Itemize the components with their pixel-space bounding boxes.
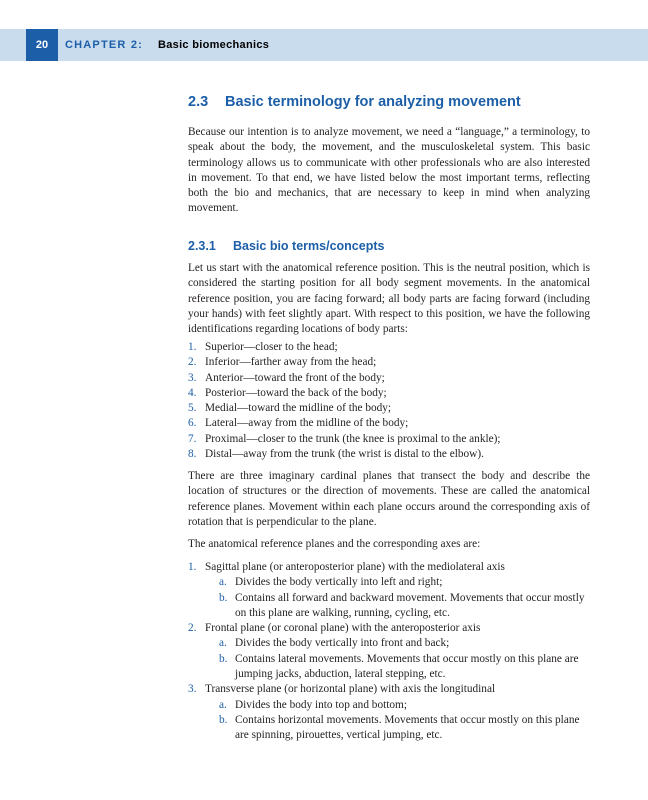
page-number: 20 [26, 29, 58, 61]
list-marker: 3. [188, 371, 197, 384]
sub-list-marker: a. [219, 698, 227, 711]
plane-item-text: Transverse plane (or horizontal plane) with axis the longitudinal [205, 683, 496, 696]
plane-subitems [205, 636, 590, 682]
sub-list-item-text: Divides the body vertically into left and right; [235, 576, 443, 589]
list-item [188, 355, 590, 370]
list-item [188, 447, 590, 462]
sub-list-item [205, 636, 590, 651]
reference-planes-list [188, 560, 590, 744]
sub-list-item [205, 652, 590, 683]
plane-item-text: Frontal plane (or coronal plane) with the anteroposterior axis [205, 622, 481, 635]
list-marker: 1. [188, 341, 197, 353]
list-item-text: Posterior—toward the back of the body; [205, 386, 387, 399]
sub-list-item [205, 575, 590, 590]
plane-item [188, 682, 590, 743]
section-number: 2.3 [188, 94, 209, 110]
planes-intro: The anatomical reference planes and the corresponding axes are: [188, 538, 481, 550]
sub-list-item [205, 591, 590, 622]
sub-list-marker: a. [219, 576, 227, 589]
list-item-text: Inferior—farther away from the head; [205, 356, 377, 369]
subsection-intro-paragraph: Let us start with the anatomical reference position. This is the neutral position, which is considered the starting position for all body segment movements. In the anatomical reference position, you are facing forward; all body parts are facing forward (including your hands) with feet slightly apart. With respect to this position, we have the following identifications regarding locations of body parts: [188, 262, 590, 336]
list-item-text: Anterior—toward the front of the body; [205, 371, 385, 384]
sub-list-item-text: Divides the body vertically into front and back; [235, 637, 450, 650]
sub-list-item-text: Contains horizontal movements. Movements that occur mostly on this plane are spinning, pirouettes, vertical jumping, etc. [235, 713, 580, 742]
section-heading [188, 94, 598, 110]
plane-subitems [205, 698, 590, 744]
sub-list-marker: b. [219, 713, 228, 726]
chapter-label: CHAPTER 2: [65, 39, 144, 51]
sub-list-item [205, 713, 590, 744]
list-marker: 6. [188, 417, 197, 430]
list-item-text: Distal—away from the trunk (the wrist is distal to the elbow). [205, 448, 484, 461]
subsection-heading [188, 239, 598, 253]
planes-paragraph: There are three imaginary cardinal planes that transect the body and describe the location of structures or the direction of movements. These are called the anatomical reference planes. Movement within each plane occurs around the corresponding axis of rotation that is perpendicular to the plane. [188, 470, 590, 528]
plane-item [188, 560, 590, 621]
section-intro-paragraph: Because our intention is to analyze movement, we need a “language,” a terminology, to speak about the body, the movement, and the musculoskeletal system. This basic terminology allows us to communicate with other professionals who are also interested in movement. To that end, we have listed below the most important terms, reflecting both the bio and mechanics, that are necessary to keep in mind when analyzing movement. [188, 126, 590, 215]
sub-list-item [205, 698, 590, 713]
sub-list-item-text: Contains lateral movements. Movements that occur mostly on this plane are jumping jacks, abduction, lateral stepping, etc. [235, 652, 579, 681]
subsection-title: Basic bio terms/concepts [233, 239, 385, 253]
list-marker: 1. [188, 561, 197, 573]
sub-list-item-text: Divides the body into top and bottom; [235, 698, 407, 711]
list-item [188, 432, 590, 447]
list-marker: 4. [188, 386, 197, 399]
chapter-title: Basic biomechanics [158, 39, 270, 51]
plane-item [188, 621, 590, 682]
list-item-text: Proximal—closer to the trunk (the knee is proximal to the ankle); [205, 432, 501, 445]
list-marker: 8. [188, 448, 197, 461]
list-item [188, 371, 590, 386]
subsection-number: 2.3.1 [188, 239, 216, 253]
list-marker: 2. [188, 356, 197, 369]
list-item [188, 416, 590, 431]
sub-list-item-text: Contains all forward and backward movement. Movements that occur mostly on this plane are walking, running, cycling, etc. [235, 591, 585, 619]
plane-item-text: Sagittal plane (or anteroposterior plane) with the mediolateral axis [205, 561, 505, 573]
list-item-text: Lateral—away from the midline of the body; [205, 417, 409, 430]
list-marker: 5. [188, 402, 197, 415]
list-marker: 2. [188, 622, 197, 635]
list-marker: 7. [188, 432, 197, 445]
plane-subitems [205, 575, 590, 621]
list-item-text: Superior—closer to the head; [205, 341, 338, 353]
location-terms-list [188, 340, 590, 462]
list-item [188, 401, 590, 416]
list-item-text: Medial—toward the midline of the body; [205, 402, 392, 415]
list-marker: 3. [188, 683, 197, 696]
sub-list-marker: a. [219, 637, 227, 650]
list-item [188, 340, 590, 355]
sub-list-marker: b. [219, 591, 228, 604]
sub-list-marker: b. [219, 652, 228, 665]
list-item [188, 386, 590, 401]
section-title: Basic terminology for analyzing movement [225, 94, 521, 110]
